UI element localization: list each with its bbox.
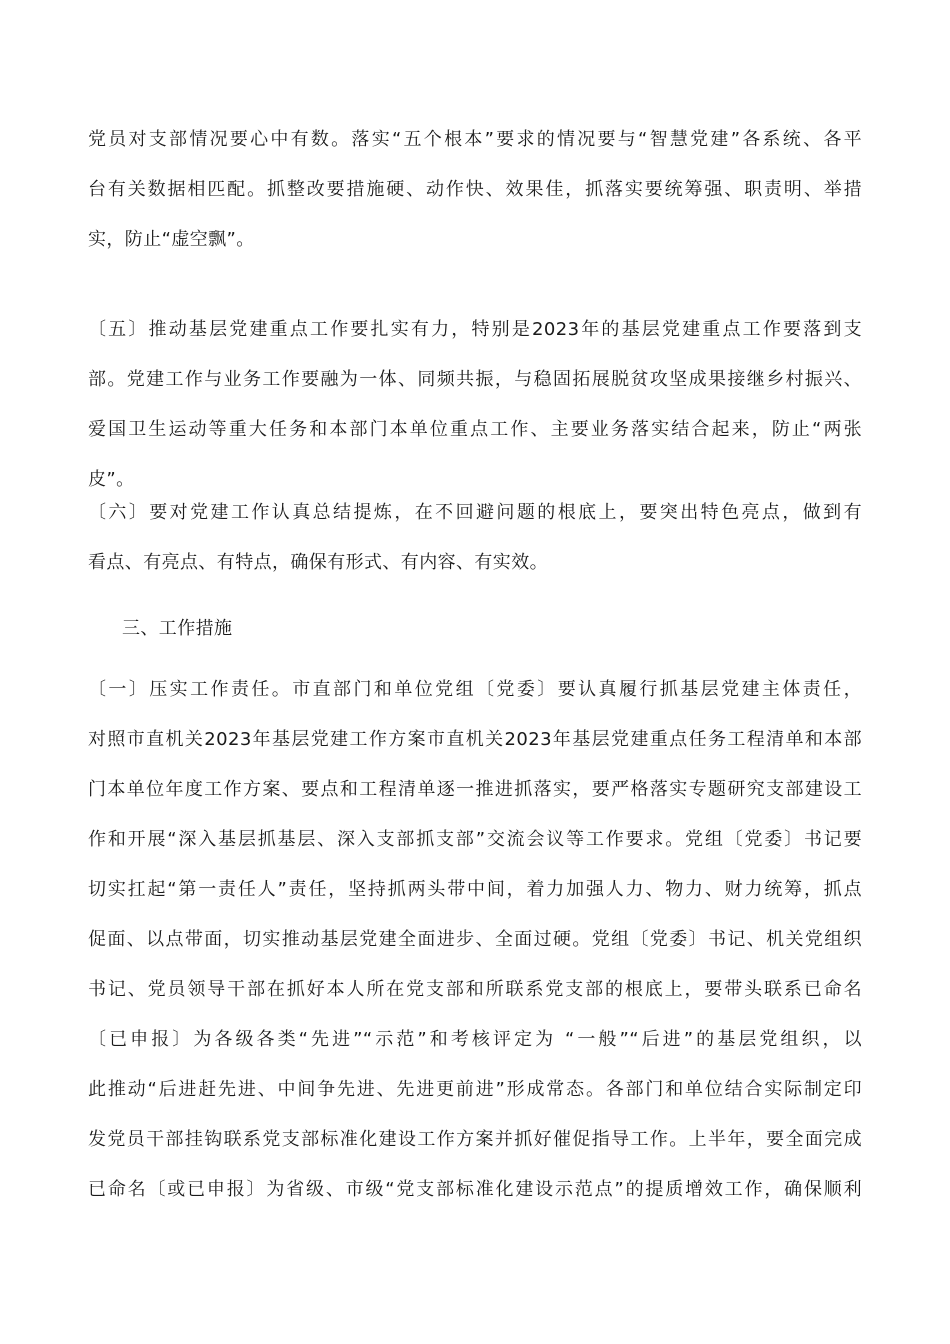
paragraph-line: 部。党建工作与业务工作要融为一体、同频共振，与稳固拓展脱贫攻坚成果接继乡村振兴、	[88, 369, 862, 390]
paragraph-line: 〔一〕压实工作责任。市直部门和单位党组〔党委〕要认真履行抓基层党建主体责任，	[88, 679, 862, 700]
paragraph-line: 此推动“后进赶先进、中间争先进、先进更前进”形成常态。各部门和单位结合实际制定印	[88, 1079, 862, 1100]
paragraph-line: 党员对支部情况要心中有数。落实“五个根本”要求的情况要与“智慧党建”各系统、各平	[88, 129, 862, 150]
paragraph-line: 作和开展“深入基层抓基层、深入支部抓支部”交流会议等工作要求。党组〔党委〕书记要	[88, 829, 862, 850]
paragraph-line: 〔已申报〕为各级各类“先进”“示范”和考核评定为 “一般”“后进”的基层党组织，以	[88, 1029, 862, 1050]
paragraph-line: 实，防止“虚空飘”。	[88, 229, 255, 250]
paragraph-line: 〔六〕要对党建工作认真总结提炼，在不回避问题的根底上，要突出特色亮点，做到有	[88, 502, 862, 523]
paragraph-line: 皮”。	[88, 469, 135, 490]
paragraph-line: 门本单位年度工作方案、要点和工程清单逐一推进抓落实，要严格落实专题研究支部建设工	[88, 779, 862, 800]
paragraph-line: 发党员干部挂钩联系党支部标准化建设工作方案并抓好催促指导工作。上半年，要全面完成	[88, 1129, 862, 1150]
paragraph-line: 书记、党员领导干部在抓好本人所在党支部和所联系党支部的根底上，要带头联系已命名	[88, 979, 862, 1000]
paragraph-line: 爱国卫生运动等重大任务和本部门本单位重点工作、主要业务落实结合起来，防止“两张	[88, 419, 862, 440]
paragraph-line: 台有关数据相匹配。抓整改要措施硬、动作快、效果佳，抓落实要统筹强、职责明、举措	[88, 179, 862, 200]
paragraph-line: 已命名〔或已申报〕为省级、市级“党支部标准化建设示范点”的提质增效工作，确保顺利	[88, 1179, 862, 1200]
paragraph-line: 切实扛起“第一责任人”责任，坚持抓两头带中间，着力加强人力、物力、财力统筹，抓点	[88, 879, 862, 900]
paragraph-line: 看点、有亮点、有特点，确保有形式、有内容、有实效。	[88, 552, 548, 573]
paragraph-line: 对照市直机关2023年基层党建工作方案市直机关2023年基层党建重点任务工程清单和本部	[88, 729, 862, 750]
paragraph-line: 〔五〕推动基层党建重点工作要扎实有力，特别是2023年的基层党建重点工作要落到支	[88, 319, 862, 340]
section-heading: 三、工作措施	[122, 618, 233, 639]
paragraph-line: 促面、以点带面，切实推动基层党建全面进步、全面过硬。党组〔党委〕书记、机关党组织	[88, 929, 862, 950]
